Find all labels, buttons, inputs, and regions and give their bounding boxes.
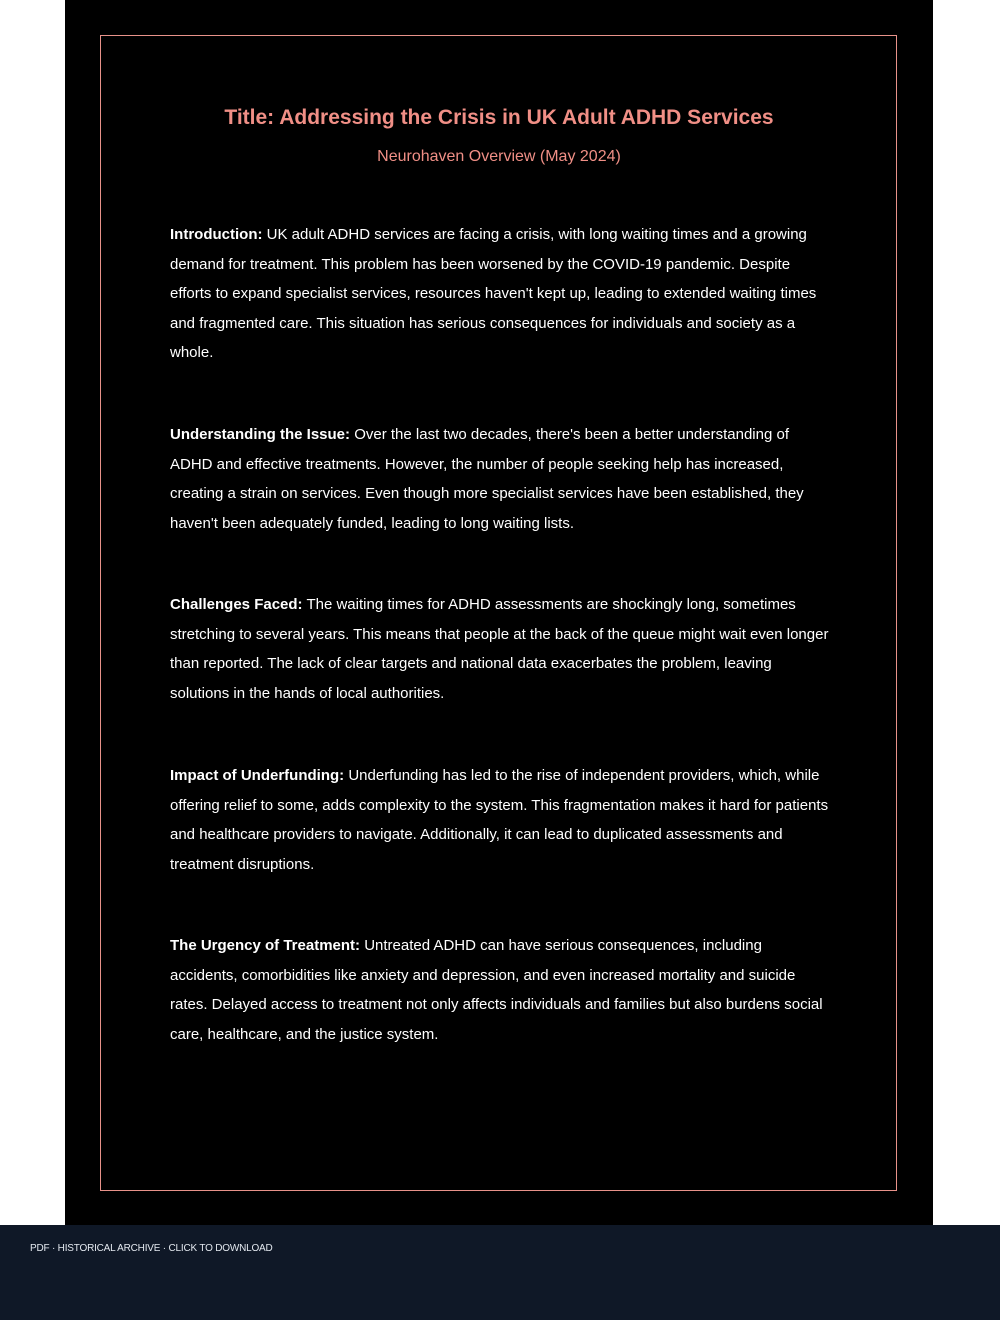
section-body: UK adult ADHD services are facing a crisis, with long waiting times and a growing demand for treatment. This problem has been worsened by the COVID-19 pandemic. Despite efforts to expand specialist services, resources haven't kept up, leading to extended waiting times and fragmented care. This situation has serious consequences for individuals and society as a whole.	[170, 226, 817, 361]
section-introduction	[170, 220, 830, 368]
section-heading: Impact of Underfunding:	[170, 767, 345, 784]
document-subtitle: Neurohaven Overview (May 2024)	[377, 148, 621, 165]
download-pdf-link[interactable]: PDF · HISTORICAL ARCHIVE · CLICK TO DOWNLOAD	[30, 1243, 273, 1254]
section-heading: Challenges Faced:	[170, 596, 303, 613]
document-page	[65, 0, 933, 1225]
section-urgency-of-treatment	[170, 931, 830, 1049]
section-body: The waiting times for ADHD assessments are shockingly long, sometimes stretching to several years. This means that people at the back of the queue might wait even longer than reported. The lack of clear targets and national data exacerbates the problem, leaving solutions in the hands of local authorities.	[170, 596, 829, 702]
document-title: Title: Addressing the Crisis in UK Adult ADHD Services	[224, 106, 774, 129]
section-understanding-the-issue	[170, 420, 830, 538]
section-impact-of-underfunding	[170, 761, 830, 879]
section-heading: Understanding the Issue:	[170, 426, 351, 443]
section-challenges-faced	[170, 590, 830, 708]
section-body: Untreated ADHD can have serious consequences, including accidents, comorbidities like anxiety and depression, and even increased mortality and suicide rates. Delayed access to treatment not only affects individuals and families but also burdens social care, healthcare, and the justice system.	[170, 937, 823, 1043]
section-body: Over the last two decades, there's been a better understanding of ADHD and effective treatments. However, the number of people seeking help has increased, creating a strain on services. Even though more specialist services have been established, they haven't been adequately funded, leading to long waiting lists.	[170, 426, 804, 532]
section-heading: The Urgency of Treatment:	[170, 937, 361, 954]
footer-bar	[0, 1225, 1000, 1320]
section-heading: Introduction:	[170, 226, 263, 243]
section-body: Underfunding has led to the rise of independent providers, which, while offering relief to some, adds complexity to the system. This fragmentation makes it hard for patients and healthcare providers to navigate. Additionally, it can lead to duplicated assessments and treatment disruptions.	[170, 767, 829, 873]
